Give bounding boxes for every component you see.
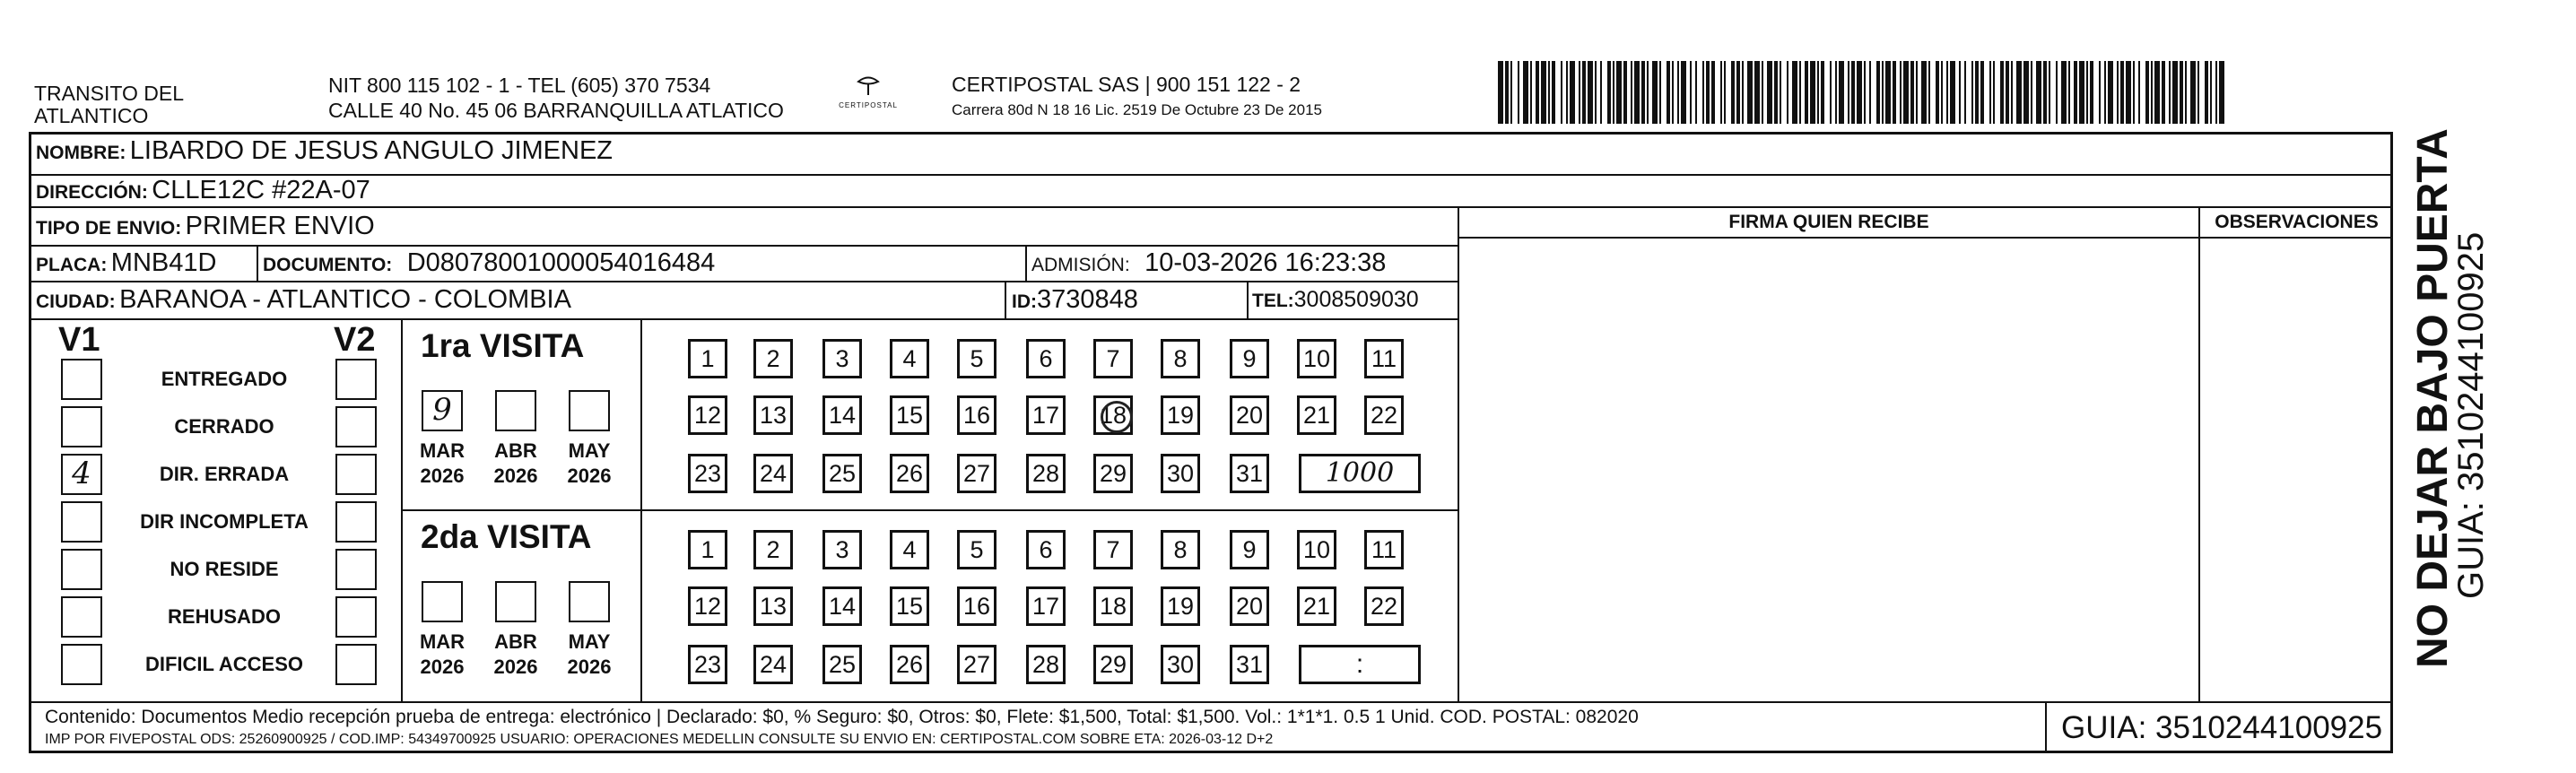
day-box[interactable]: 9	[1230, 339, 1269, 378]
barcode	[1498, 61, 2229, 124]
ciudad-label: CIUDAD:	[36, 291, 116, 312]
visit-title: 2da VISITA	[421, 518, 592, 555]
v2-checkbox[interactable]	[335, 359, 377, 400]
barcode-bar	[1959, 61, 1961, 124]
nombre-value: LIBARDO DE JESUS ANGULO JIMENEZ	[129, 136, 614, 165]
tel-label: TEL:	[1252, 291, 1294, 311]
month-label	[415, 630, 469, 680]
documento-label: DOCUMENTO:	[263, 255, 393, 275]
admision-cell	[1031, 248, 1386, 278]
day-box[interactable]: 20	[1230, 586, 1269, 626]
barcode-bar	[1498, 61, 1503, 124]
v2-checkbox[interactable]	[335, 501, 377, 543]
tipo-envio-label: TIPO DE ENVIO:	[36, 218, 182, 239]
day-box[interactable]: 14	[822, 586, 862, 626]
barcode-bar	[2031, 61, 2032, 124]
day-box[interactable]: 5	[957, 339, 996, 378]
v1-checkbox[interactable]	[61, 644, 102, 685]
day-box[interactable]: 29	[1093, 645, 1133, 684]
day-box[interactable]: 31	[1230, 454, 1269, 493]
barcode-bar	[1864, 61, 1866, 124]
day-box[interactable]: 24	[753, 454, 793, 493]
tel-value: 3008509030	[1293, 287, 1419, 312]
barcode-bar	[1711, 61, 1715, 124]
barcode-bar	[1579, 61, 1580, 124]
barcode-bar	[1631, 61, 1632, 124]
direccion-label: DIRECCIÓN:	[36, 182, 148, 203]
barcode-bar	[1903, 61, 1909, 124]
day-box[interactable]: 17	[1026, 586, 1066, 626]
barcode-bar	[1946, 61, 1948, 124]
barcode-bar	[1588, 61, 1593, 124]
barcode-bar	[1767, 61, 1772, 124]
barcode-bar	[1964, 61, 1966, 124]
nombre-row	[36, 136, 613, 166]
barcode-bar	[1659, 61, 1661, 124]
barcode-bar	[1762, 61, 1763, 124]
barcode-bar	[1518, 61, 1519, 124]
barcode-bar	[2086, 61, 2088, 124]
barcode-bar	[2205, 61, 2208, 124]
placa-label: PLACA:	[36, 255, 108, 275]
day-box[interactable]: 19	[1161, 586, 1200, 626]
v1-checkbox[interactable]	[61, 549, 102, 590]
barcode-bar	[2120, 61, 2124, 124]
barcode-bar	[2210, 61, 2212, 124]
day-box[interactable]: 12	[688, 586, 727, 626]
barcode-bar	[1706, 61, 1710, 124]
barcode-bar	[1561, 61, 1562, 124]
barcode-bar	[2000, 61, 2004, 124]
day-box[interactable]: 2	[753, 339, 793, 378]
barcode-bar	[1799, 61, 1801, 124]
day-box[interactable]: 6	[1026, 530, 1066, 569]
barcode-bar	[2145, 61, 2149, 124]
barcode-bar	[1634, 61, 1640, 124]
barcode-bar	[2056, 61, 2058, 124]
placa-cell	[36, 248, 216, 278]
barcode-bar	[1595, 61, 1597, 124]
barcode-bar	[2036, 61, 2041, 124]
barcode-bar	[2108, 61, 2113, 124]
barcode-bar	[1702, 61, 1704, 124]
barcode-bar	[1530, 61, 1532, 124]
barcode-bar	[1505, 61, 1509, 124]
v1-handwritten-mark: 4	[72, 456, 91, 491]
barcode-bar	[1672, 61, 1674, 124]
barcode-bar	[2023, 61, 2029, 124]
logo-text: CERTIPOSTAL	[839, 101, 898, 109]
month-year: 2026	[420, 465, 465, 487]
barcode-bar	[1805, 61, 1808, 124]
barcode-bar	[2016, 61, 2022, 124]
barcode-bar	[1936, 61, 1939, 124]
month-handwritten-mark: 9	[432, 392, 452, 428]
barcode-bar	[1941, 61, 1943, 124]
day-box[interactable]: 7	[1093, 339, 1133, 378]
day-box[interactable]: 26	[890, 645, 929, 684]
issuer-name	[34, 83, 184, 127]
day-box[interactable]: 17	[1026, 395, 1066, 435]
day-box[interactable]: 24	[753, 645, 793, 684]
barcode-bar	[2172, 61, 2178, 124]
v1-checkbox[interactable]	[61, 406, 102, 447]
barcode-bar	[1975, 61, 1979, 124]
barcode-bar	[1523, 61, 1528, 124]
day-box[interactable]: 26	[890, 454, 929, 493]
day-box[interactable]: 12	[688, 395, 727, 435]
day-box[interactable]: 28	[1026, 645, 1066, 684]
warning-text: NO DEJAR BAJO PUERTA	[2409, 128, 2457, 668]
tipo-envio-row	[36, 212, 375, 241]
firma-header: FIRMA QUIEN RECIBE	[1728, 212, 1929, 232]
barcode-bar	[1885, 61, 1891, 124]
imp-text: IMP POR FIVEPOSTAL ODS: 25260900925 / COD.IMP: 54349700925 USUARIO: OPERACIONES MEDELLIN CONSULTE SU ENVIO EN: CERTIPOSTAL.COM SOBRE ETA: 2026-03-12 D+2	[45, 732, 1274, 747]
barcode-bar	[1742, 61, 1744, 124]
barcode-bar	[1893, 61, 1896, 124]
barcode-bar	[1623, 61, 1627, 124]
barcode-bar	[1570, 61, 1575, 124]
barcode-bar	[2197, 61, 2199, 124]
day-box[interactable]: 21	[1297, 586, 1336, 626]
day-box[interactable]: 19	[1161, 395, 1200, 435]
nit-line: NIT 800 115 102 - 1 - TEL (605) 370 7534	[328, 74, 711, 97]
barcode-bar	[1690, 61, 1692, 124]
month-checkbox[interactable]	[495, 390, 536, 431]
barcode-bar	[1810, 61, 1815, 124]
status-label: REHUSADO	[168, 605, 281, 628]
day-box[interactable]: 25	[822, 454, 862, 493]
barcode-bar	[2104, 61, 2106, 124]
barcode-bar	[1541, 61, 1546, 124]
day-box[interactable]: 10	[1297, 530, 1336, 569]
month-name: MAY	[568, 439, 611, 462]
day-box[interactable]: 30	[1161, 645, 1200, 684]
barcode-bar	[1921, 61, 1927, 124]
month-label	[415, 439, 469, 489]
barcode-bar	[1817, 61, 1819, 124]
visit-title: 1ra VISITA	[421, 327, 585, 364]
day-box[interactable]: 4	[890, 339, 929, 378]
month-label	[562, 439, 616, 489]
day-box[interactable]: 16	[957, 586, 996, 626]
barcode-bar	[1647, 61, 1649, 124]
day-box[interactable]: 22	[1364, 586, 1404, 626]
barcode-bar	[1695, 61, 1697, 124]
barcode-bar	[2043, 61, 2047, 124]
day-handwritten-circle	[1101, 401, 1133, 433]
month-label	[489, 630, 543, 680]
time-separator: :	[1355, 649, 1364, 679]
barcode-bar	[1582, 61, 1586, 124]
month-checkbox[interactable]	[495, 581, 536, 622]
v1-checkbox[interactable]	[61, 359, 102, 400]
observations-area[interactable]	[2203, 240, 2389, 699]
time-handwritten: 1000	[1325, 457, 1395, 489]
barcode-bar	[2190, 61, 2196, 124]
barcode-bar	[2215, 61, 2217, 124]
status-label: DIR. ERRADA	[159, 463, 290, 485]
logo-icon	[855, 74, 882, 97]
v2-label: V2	[334, 321, 376, 359]
side-guia: GUIA: 3510244100925	[2451, 231, 2491, 599]
barcode-bar	[1731, 61, 1735, 124]
barcode-bar	[1552, 61, 1555, 124]
placa-value: MNB41D	[110, 248, 217, 277]
time-box[interactable]	[1299, 454, 1421, 493]
v1-checkbox[interactable]	[61, 501, 102, 543]
observaciones-header: OBSERVACIONES	[2215, 212, 2379, 232]
month-year: 2026	[493, 465, 538, 487]
barcode-bar	[1667, 61, 1670, 124]
day-box[interactable]: 27	[957, 645, 996, 684]
barcode-bar	[1839, 61, 1844, 124]
day-box[interactable]: 20	[1230, 395, 1269, 435]
barcode-bar	[1754, 61, 1760, 124]
day-box[interactable]: 18	[1093, 395, 1133, 435]
contenido-text: Contenido: Documentos Medio recepción prueba de entrega: electrónico | Declarado: $0, % Seguro: $0, Otros: $0, Flete: $1,500, Total: $1,500. Vol.: 1*1*1. 0.5 1 Unid. COD. POSTAL: 082020	[45, 707, 1639, 727]
day-box[interactable]: 31	[1230, 645, 1269, 684]
month-checkbox[interactable]	[422, 390, 463, 431]
barcode-bar	[2219, 61, 2224, 124]
id-value: 3730848	[1037, 285, 1138, 314]
day-box[interactable]: 25	[822, 645, 862, 684]
barcode-bar	[2090, 61, 2093, 124]
barcode-bar	[2079, 61, 2084, 124]
v1-checkbox[interactable]	[61, 454, 102, 495]
barcode-bar	[1736, 61, 1740, 124]
issuer-contact	[328, 74, 784, 122]
day-box[interactable]: 7	[1093, 530, 1133, 569]
barcode-bar	[1821, 61, 1824, 124]
issuer-line-2: ATLANTICO	[34, 104, 149, 127]
barcode-bar	[1882, 61, 1884, 124]
day-box[interactable]: 16	[957, 395, 996, 435]
v1-checkbox[interactable]	[61, 596, 102, 638]
status-label: DIFICIL ACCESO	[144, 653, 303, 675]
v2-checkbox[interactable]	[335, 549, 377, 590]
barcode-bar	[1724, 61, 1726, 124]
day-box[interactable]: 11	[1364, 530, 1404, 569]
barcode-bar	[1792, 61, 1797, 124]
month-name: ABR	[494, 439, 537, 462]
barcode-bar	[2049, 61, 2050, 124]
barcode-bar	[1641, 61, 1645, 124]
barcode-bar	[1993, 61, 1995, 124]
barcode-bar	[1835, 61, 1837, 124]
v2-checkbox[interactable]	[335, 406, 377, 447]
barcode-bar	[1566, 61, 1568, 124]
barcode-bar	[2138, 61, 2140, 124]
day-box[interactable]: 22	[1364, 395, 1404, 435]
day-box[interactable]: 23	[688, 454, 727, 493]
month-name: MAY	[568, 630, 611, 653]
v2-checkbox[interactable]	[335, 454, 377, 495]
day-box[interactable]: 9	[1230, 530, 1269, 569]
barcode-bar	[1616, 61, 1622, 124]
barcode-bar	[2074, 61, 2077, 124]
day-box[interactable]: 14	[822, 395, 862, 435]
barcode-bar	[1928, 61, 1930, 124]
day-box[interactable]: 8	[1161, 339, 1200, 378]
day-box[interactable]: 13	[753, 395, 793, 435]
time-box[interactable]	[1299, 645, 1421, 684]
barcode-bar	[1720, 61, 1722, 124]
tipo-envio-value: PRIMER ENVIO	[185, 212, 375, 240]
barcode-bar	[1869, 61, 1871, 124]
month-year: 2026	[493, 656, 538, 678]
barcode-bar	[1857, 61, 1862, 124]
barcode-bar	[1830, 61, 1832, 124]
admision-value: 10-03-2026 16:23:38	[1144, 248, 1387, 277]
barcode-bar	[1989, 61, 1991, 124]
nombre-label: NOMBRE:	[36, 143, 126, 163]
status-label: ENTREGADO	[161, 368, 288, 390]
barcode-bar	[2169, 61, 2171, 124]
ciudad-cell	[36, 285, 571, 315]
status-label: CERRADO	[174, 415, 274, 438]
barcode-bar	[1848, 61, 1849, 124]
certipostal-logo	[832, 74, 904, 109]
barcode-bar	[1774, 61, 1778, 124]
barcode-bar	[1950, 61, 1955, 124]
barcode-bar	[2162, 61, 2165, 124]
barcode-bar	[1548, 61, 1550, 124]
day-box[interactable]: 13	[753, 586, 793, 626]
signature-area[interactable]	[1462, 240, 2196, 699]
day-box[interactable]: 4	[890, 530, 929, 569]
license-line: Carrera 80d N 18 16 Lic. 2519 De Octubre 23 De 2015	[952, 101, 1322, 118]
barcode-bar	[1600, 61, 1602, 124]
issuer-line-1: TRANSITO DEL	[34, 82, 184, 105]
month-name: ABR	[494, 630, 537, 653]
barcode-bar	[1787, 61, 1788, 124]
day-box[interactable]: 3	[822, 530, 862, 569]
day-box[interactable]: 1	[688, 530, 727, 569]
v1-label: V1	[58, 321, 100, 359]
courier-info	[952, 73, 1322, 119]
barcode-bar	[1851, 61, 1855, 124]
day-box[interactable]: 1	[688, 339, 727, 378]
barcode-bar	[1780, 61, 1781, 124]
day-box[interactable]: 2	[753, 530, 793, 569]
day-box[interactable]: 28	[1026, 454, 1066, 493]
month-year: 2026	[420, 656, 465, 678]
ciudad-value: BARANOA - ATLANTICO - COLOMBIA	[119, 285, 571, 314]
barcode-bar	[1607, 61, 1611, 124]
day-box[interactable]: 18	[1093, 586, 1133, 626]
barcode-bar	[1652, 61, 1658, 124]
barcode-bar	[2151, 61, 2153, 124]
barcode-bar	[2061, 61, 2067, 124]
direccion-row	[36, 176, 370, 205]
day-box[interactable]: 10	[1297, 339, 1336, 378]
direccion-value: CLLE12C #22A-07	[152, 176, 370, 204]
tel-cell	[1252, 287, 1419, 313]
barcode-bar	[1536, 61, 1539, 124]
month-name: MAR	[419, 630, 466, 653]
barcode-bar	[1747, 61, 1753, 124]
barcode-bar	[1510, 61, 1512, 124]
v2-checkbox[interactable]	[335, 596, 377, 638]
month-year: 2026	[567, 465, 612, 487]
barcode-bar	[1916, 61, 1918, 124]
footer-guia: GUIA: 3510244100925	[2061, 710, 2383, 745]
day-box[interactable]: 21	[1297, 395, 1336, 435]
month-checkbox[interactable]	[569, 390, 610, 431]
barcode-bar	[1980, 61, 1984, 124]
id-label: ID:	[1012, 291, 1037, 312]
barcode-bar	[1677, 61, 1679, 124]
month-name: MAR	[419, 439, 466, 462]
barcode-bar	[2185, 61, 2187, 124]
barcode-bar	[1681, 61, 1686, 124]
day-box[interactable]: 15	[890, 586, 929, 626]
barcode-bar	[2006, 61, 2009, 124]
status-label: DIR INCOMPLETA	[140, 510, 309, 533]
barcode-bar	[2117, 61, 2119, 124]
month-checkbox[interactable]	[569, 581, 610, 622]
barcode-bar	[2011, 61, 2013, 124]
status-label: NO RESIDE	[170, 558, 279, 580]
day-box[interactable]: 6	[1026, 339, 1066, 378]
barcode-bar	[2068, 61, 2070, 124]
day-box[interactable]: 27	[957, 454, 996, 493]
day-box[interactable]: 29	[1093, 454, 1133, 493]
day-box[interactable]: 8	[1161, 530, 1200, 569]
barcode-bar	[1971, 61, 1973, 124]
courier-line: CERTIPOSTAL SAS | 900 151 122 - 2	[952, 73, 1301, 96]
day-box[interactable]: 30	[1161, 454, 1200, 493]
month-label	[489, 439, 543, 489]
day-box[interactable]: 23	[688, 645, 727, 684]
id-cell	[1012, 285, 1138, 315]
day-box[interactable]: 3	[822, 339, 862, 378]
day-box[interactable]: 11	[1364, 339, 1404, 378]
barcode-bar	[1900, 61, 1902, 124]
admision-label: ADMISIÓN:	[1031, 255, 1130, 275]
barcode-bar	[1613, 61, 1614, 124]
barcode-bar	[2099, 61, 2101, 124]
day-box[interactable]: 5	[957, 530, 996, 569]
barcode-bar	[1910, 61, 1914, 124]
address-line: CALLE 40 No. 45 06 BARRANQUILLA ATLATICO	[328, 99, 784, 122]
month-year: 2026	[567, 656, 612, 678]
documento-value: D08078001000054016484	[406, 248, 716, 277]
barcode-bar	[1876, 61, 1880, 124]
month-checkbox[interactable]	[422, 581, 463, 622]
v2-checkbox[interactable]	[335, 644, 377, 685]
barcode-bar	[2133, 61, 2135, 124]
documento-cell	[263, 248, 715, 278]
barcode-bar	[2180, 61, 2183, 124]
month-label	[562, 630, 616, 680]
barcode-bar	[2126, 61, 2131, 124]
barcode-bar	[2154, 61, 2160, 124]
day-box[interactable]: 15	[890, 395, 929, 435]
